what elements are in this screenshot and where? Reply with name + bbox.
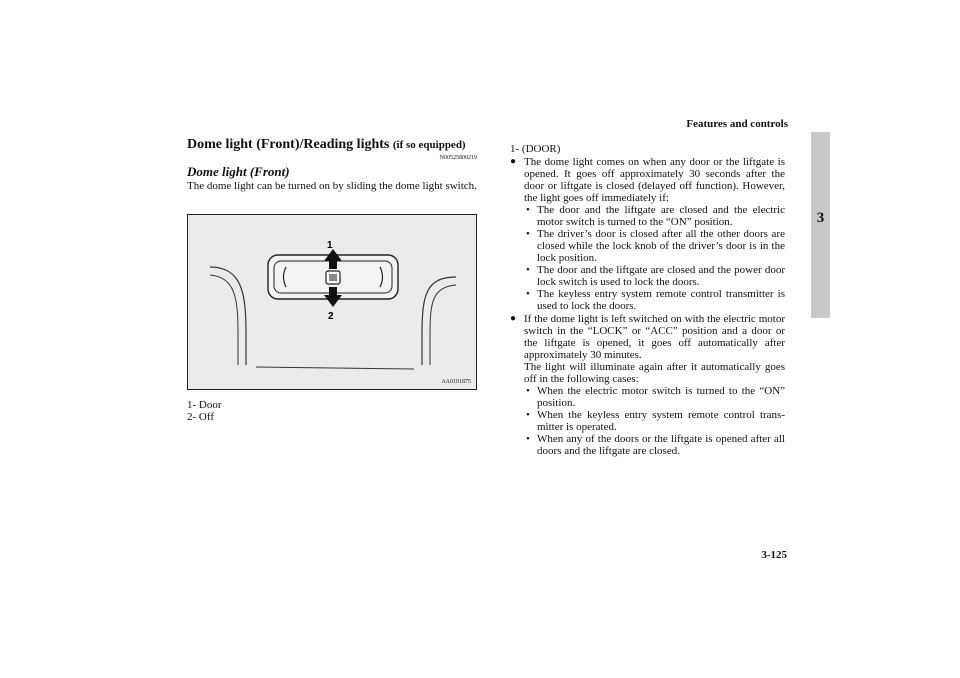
page-number: 3-125 (761, 549, 787, 561)
dome-light-illustration (188, 215, 476, 389)
right-pillar-line-inner (430, 285, 456, 365)
sub-marker: • (526, 264, 530, 276)
figure-code: AA0101875 (441, 379, 471, 385)
sub-item-text: The keyless entry system remote control transmitter is used to lock the doors. (537, 288, 785, 312)
chapter-number: 3 (816, 210, 825, 226)
sub-item-text: The door and the liftgate are closed and the power door lock switch is used to lock the doors. (537, 264, 785, 288)
legend-item: 1- Door (187, 399, 222, 411)
subheading: Dome light (Front) (187, 164, 290, 179)
figure-label-1: 1 (327, 240, 333, 251)
sub-item (526, 204, 785, 228)
dome-light-figure (187, 214, 477, 390)
figure-label-2: 2 (328, 311, 334, 322)
intro-paragraph: The dome light can be turned on by sliding the dome light switch. (187, 180, 477, 192)
left-pillar-line (210, 267, 246, 365)
bullet-marker: ● (510, 156, 517, 167)
bullet-item (510, 156, 785, 312)
sub-item-text: When any of the doors or the liftgate is opened after all doors and the liftgate are closed. (537, 433, 785, 457)
figure-legend (187, 399, 222, 423)
door-heading: 1- (DOOR) (510, 143, 561, 155)
section-title-suffix: (if so equipped) (392, 139, 466, 151)
left-column (187, 137, 477, 193)
right-pillar-line (422, 277, 456, 365)
sub-item-text: When the electric motor switch is turned to the “ON” position. (537, 385, 785, 409)
sub-marker: • (526, 228, 530, 240)
sub-item (526, 385, 785, 409)
sub-item (526, 264, 785, 288)
sub-item (526, 228, 785, 264)
sub-item-text: The door and the liftgate are closed and the electric motor switch is turned to the “ON” position. (537, 204, 785, 228)
sub-marker: • (526, 204, 530, 216)
bullet-marker: ● (510, 313, 517, 324)
bullet-followup-text: The light will illuminate again after it automatically goes off in the following cases: (524, 361, 785, 385)
sub-marker: • (526, 409, 530, 421)
switch-knob (329, 274, 337, 281)
bottom-trim-line (256, 367, 414, 369)
chapter-tab (811, 132, 830, 318)
right-column (510, 143, 785, 457)
sub-item (526, 409, 785, 433)
sub-item-text: When the keyless entry system remote control trans-mitter is operated. (537, 409, 785, 433)
bullet-text: If the dome light is left switched on with the electric motor switch in the “LOCK” or “ACC” position and a door or the liftgate is opened, it goes off automatically after approximately 30 minutes. (524, 313, 785, 361)
section-title (187, 137, 477, 153)
sub-marker: • (526, 288, 530, 300)
legend-item: 2- Off (187, 411, 214, 423)
sub-item (526, 433, 785, 457)
sub-item (526, 288, 785, 312)
section-code: N00525800219 (439, 155, 477, 161)
bullet-text: The dome light comes on when any door or the liftgate is opened. It goes off approximately 30 seconds after the door or liftgate is closed (delayed off function). However, the light goes off immediately if: (524, 156, 785, 204)
sub-marker: • (526, 433, 530, 445)
running-header: Features and controls (686, 118, 788, 130)
bullet-item (510, 313, 785, 457)
sub-marker: • (526, 385, 530, 397)
left-pillar-line-inner (210, 275, 238, 365)
sub-item-text: The driver’s door is closed after all the other doors are closed while the lock knob of the driver’s door is in the lock position. (537, 228, 785, 264)
section-title-text: Dome light (Front)/Reading lights (187, 137, 390, 152)
